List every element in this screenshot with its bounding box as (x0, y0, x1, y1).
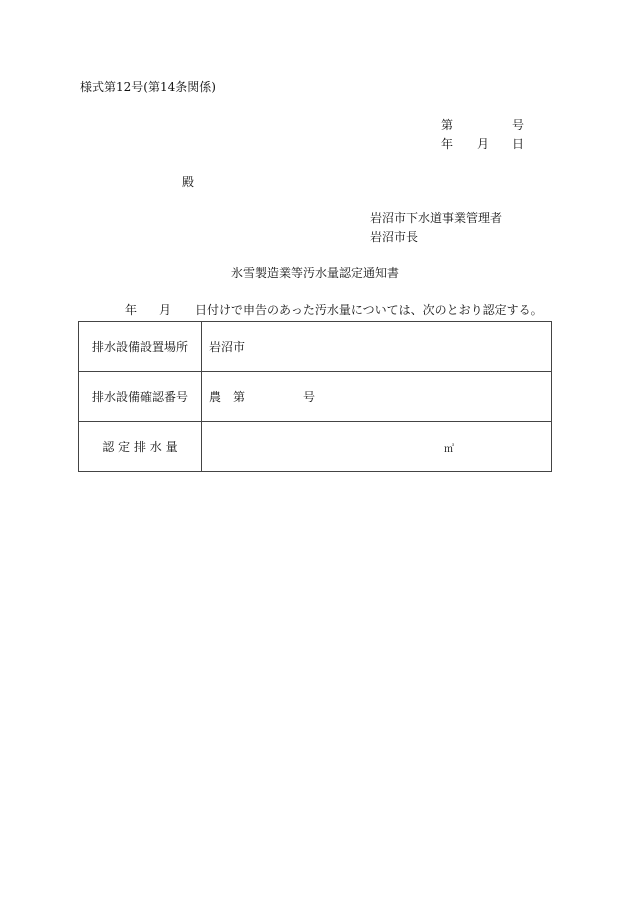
document-number-dai: 第 (441, 118, 454, 132)
label-installation-location: 排水設備設置場所 (79, 322, 202, 372)
table-row (79, 422, 552, 472)
date-day: 日 (512, 137, 525, 151)
confirmation-prefix: 農 (209, 390, 222, 404)
table-row (79, 322, 552, 372)
body-text (125, 303, 543, 317)
value-certified-discharge (202, 422, 552, 472)
date-month: 月 (477, 137, 490, 151)
certification-table (78, 321, 552, 472)
confirmation-go: 号 (303, 390, 316, 404)
label-confirmation-number: 排水設備確認番号 (79, 372, 202, 422)
form-number: 様式第12号(第14条関係) (80, 80, 216, 94)
value-confirmation-number (202, 372, 552, 422)
body-year: 年 (125, 303, 138, 317)
document-title: 氷雪製造業等汚水量認定通知書 (230, 266, 399, 280)
issuer-line-1: 岩沼市下水道事業管理者 (370, 211, 503, 225)
document-number-go: 号 (512, 118, 525, 132)
issuer-line-2: 岩沼市長 (370, 230, 419, 244)
body-month: 月 (159, 303, 172, 317)
confirmation-dai: 第 (233, 390, 246, 404)
value-installation-location (202, 322, 552, 372)
body-rest: 日付けで申告のあった汚水量については、次のとおり認定する。 (195, 303, 543, 317)
label-certified-discharge: 認 定 排 水 量 (79, 422, 202, 472)
table-row (79, 372, 552, 422)
cubic-meter-unit: ㎥ (444, 444, 454, 455)
date-year: 年 (441, 137, 454, 151)
addressee-honorific: 殿 (182, 175, 195, 189)
location-city: 岩沼市 (209, 340, 246, 354)
